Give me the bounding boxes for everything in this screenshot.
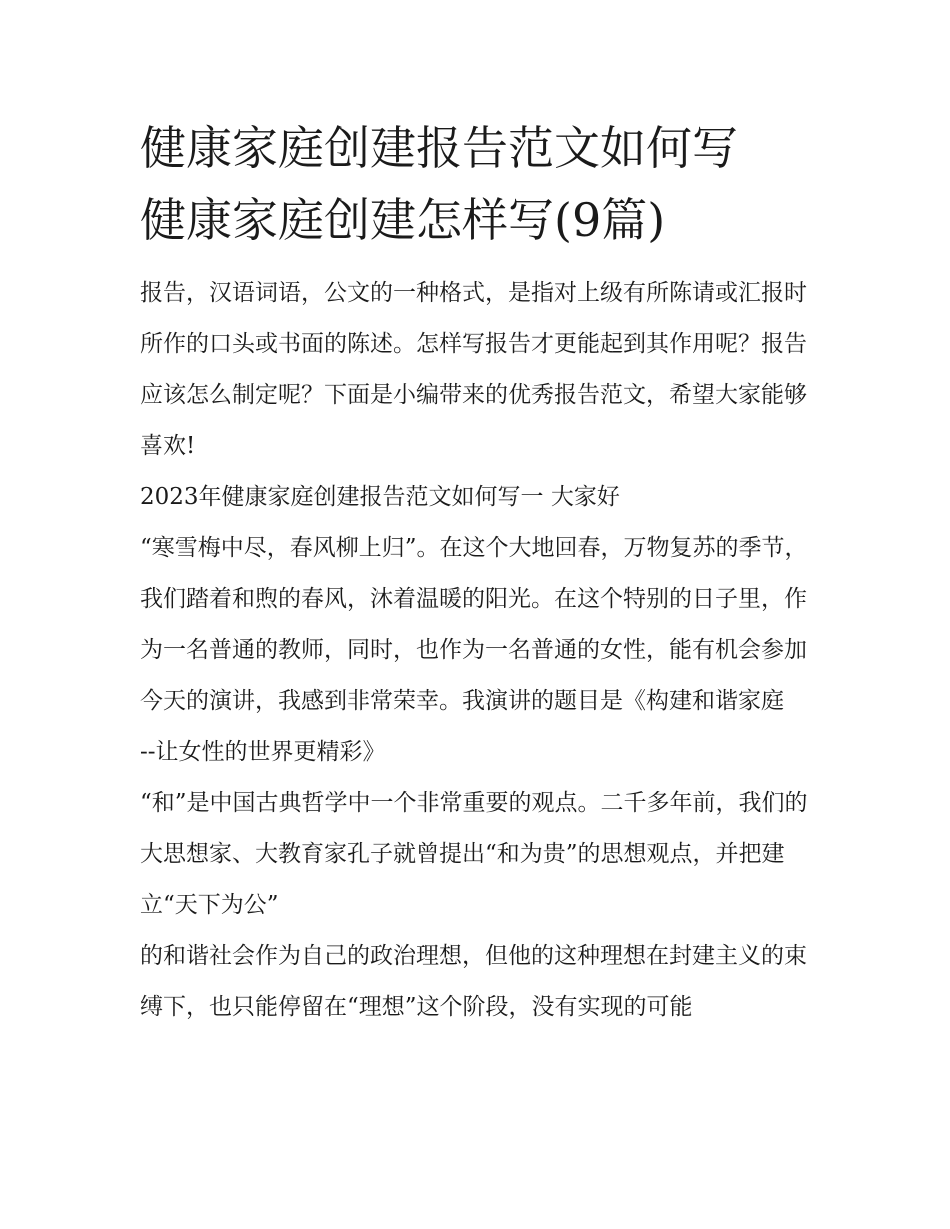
paragraph-political-ideal: 的和谐社会作为自己的政治理想，但他的这种理想在封建主义的束缚下，也只能停留在“理想”这个阶段，没有实现的可能	[140, 943, 807, 1020]
paragraph-section-heading: 2023年健康家庭创建报告范文如何写一 大家好	[140, 484, 620, 510]
document-body	[140, 268, 820, 1033]
paragraph-speech-opening: “寒雪梅中尽，春风柳上归”。在这个大地回春，万物复苏的季节，我们踏着和煦的春风，沐着温暖的阳光。在这个特别的日子里，作为一名普通的教师，同时，也作为一名普通的女性，能有机会参加今天的演讲，我感到非常荣幸。我演讲的题目是《构建和谐家庭	[140, 535, 808, 714]
paragraph-harmony-concept: “和”是中国古典哲学中一个非常重要的观点。二千多年前，我们的大思想家、大教育家孔子就曾提出“和为贵”的思想观点，并把建立“天下为公”	[140, 790, 808, 918]
title-line-2: 健康家庭创建怎样写(9篇)	[140, 193, 666, 247]
paragraph-intro: 报告，汉语词语，公文的一种格式，是指对上级有所陈请或汇报时所作的口头或书面的陈述。怎样写报告才更能起到其作用呢？报告应该怎么制定呢？下面是小编带来的优秀报告范文，希望大家能够喜欢!	[140, 280, 807, 459]
document-content	[140, 112, 820, 1033]
document-title	[140, 112, 820, 256]
title-line-1: 健康家庭创建报告范文如何写	[140, 121, 738, 175]
paragraph-speech-subtitle: --让女性的世界更精彩》	[140, 739, 386, 765]
